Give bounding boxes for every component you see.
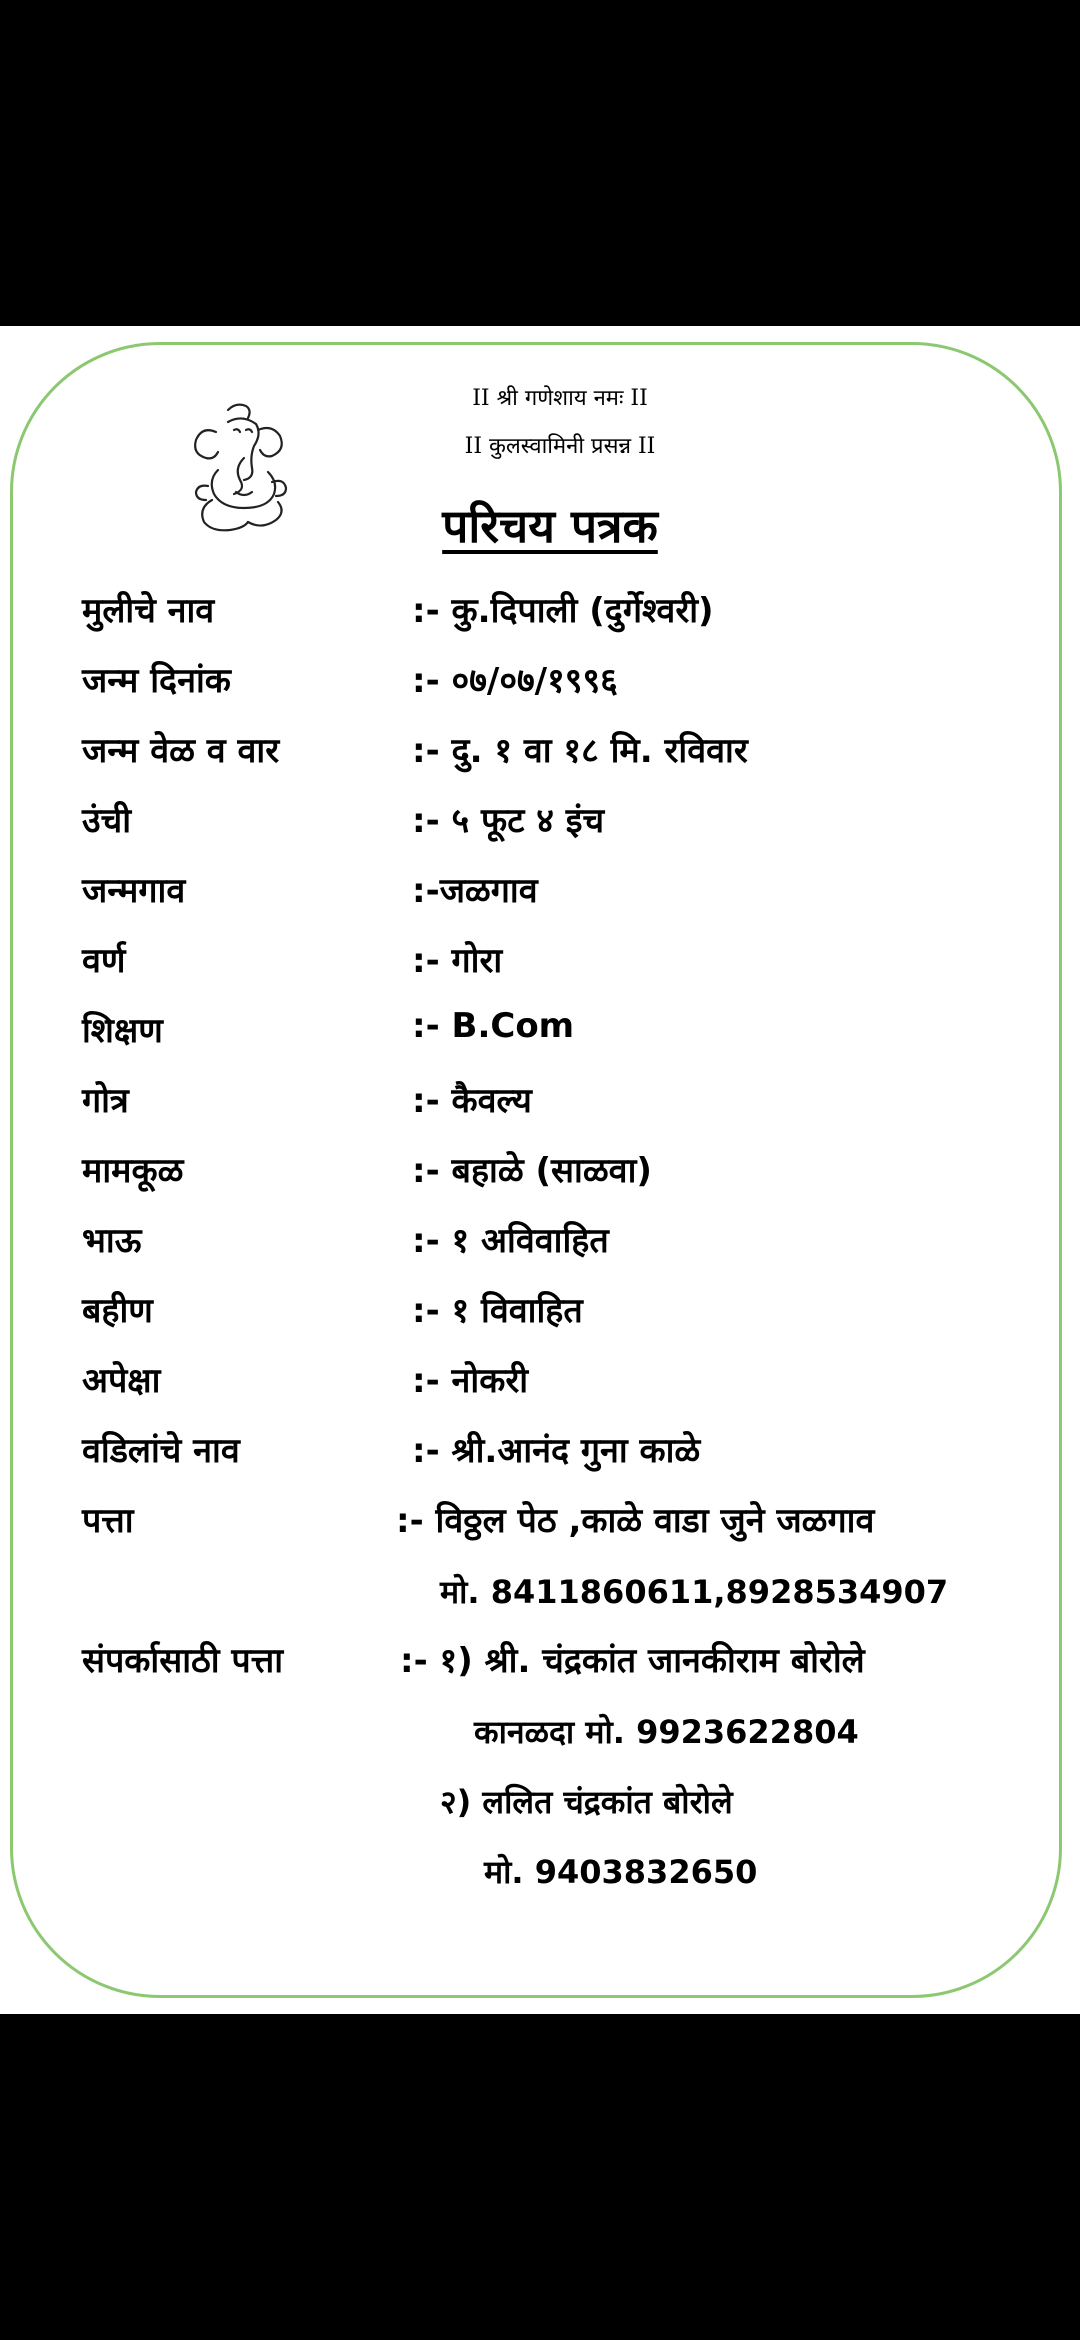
field-label: शिक्षण <box>82 1011 163 1051</box>
contact-line-3: २) ललित चंद्रकांत बोरोले <box>440 1783 733 1821</box>
field-label: भाऊ <box>82 1221 142 1261</box>
field-row-birthplace <box>0 866 1080 922</box>
field-row-birthtime <box>0 726 1080 782</box>
field-value: :- १ विवाहित <box>412 1291 583 1331</box>
field-value: :- बहाळे (साळवा) <box>412 1151 652 1191</box>
contact-line-4: मो. 9403832650 <box>484 1853 758 1891</box>
field-label: मामकूळ <box>82 1151 184 1191</box>
field-row-birthdate <box>0 656 1080 712</box>
field-value: :- कैवल्य <box>412 1081 532 1121</box>
field-value: :- B.Com <box>412 1006 575 1046</box>
contact-line-1: :- १) श्री. चंद्रकांत जानकीराम बोरोले <box>400 1641 865 1681</box>
field-label: उंची <box>82 801 132 841</box>
field-value: :- ५ फूट ४ इंच <box>412 801 605 841</box>
invocation-kulswamini: II कुलस्वामिनी प्रसन्न II <box>464 434 656 459</box>
field-label: गोत्र <box>82 1081 129 1121</box>
field-row-expectation <box>0 1356 1080 1412</box>
field-label: जन्मगाव <box>82 871 186 911</box>
field-row-name <box>0 586 1080 642</box>
field-row-height <box>0 796 1080 852</box>
field-label: जन्म वेळ व वार <box>82 731 280 771</box>
field-row-complexion <box>0 936 1080 992</box>
field-label: जन्म दिनांक <box>82 661 231 701</box>
field-label: मुलीचे नाव <box>82 591 215 631</box>
field-row-brother <box>0 1216 1080 1272</box>
page-title: परिचय पत्रक <box>442 499 658 553</box>
field-value: :- कु.दिपाली (दुर्गेश्वरी) <box>412 591 714 631</box>
field-value: :- दु. १ वा १८ मि. रविवार <box>412 731 748 771</box>
field-label: संपर्कासाठी पत्ता <box>82 1641 284 1681</box>
invocation-ganesha: II श्री गणेशाय नमः II <box>472 386 648 411</box>
field-value: :-जळगाव <box>412 871 538 911</box>
biodata-card <box>0 326 1080 2014</box>
field-row-address <box>0 1496 1080 1552</box>
field-label: अपेक्षा <box>82 1361 161 1401</box>
field-value: :- गोरा <box>412 941 503 981</box>
field-label: पत्ता <box>82 1501 134 1541</box>
contact-line-2: कानळदा मो. 9923622804 <box>474 1713 859 1751</box>
field-row-maternal-family <box>0 1146 1080 1202</box>
field-row-sister <box>0 1286 1080 1342</box>
field-value: :- १ अविवाहित <box>412 1221 609 1261</box>
field-label: वडिलांचे नाव <box>82 1431 240 1471</box>
field-value: :- ०७/०७/१९९६ <box>412 661 618 701</box>
field-row-education <box>0 1006 1080 1062</box>
field-label: वर्ण <box>82 941 126 981</box>
field-value: :- नोकरी <box>412 1361 529 1401</box>
field-value: :- विठ्ठल पेठ ,काळे वाडा जुने जळगाव <box>396 1501 875 1541</box>
field-label: बहीण <box>82 1291 153 1331</box>
field-row-contact <box>0 1636 1080 1692</box>
field-value: :- श्री.आनंद गुना काळे <box>412 1431 701 1471</box>
address-mobile: मो. 8411860611,8928534907 <box>440 1573 949 1611</box>
field-row-father-name <box>0 1426 1080 1482</box>
field-row-gotra <box>0 1076 1080 1132</box>
